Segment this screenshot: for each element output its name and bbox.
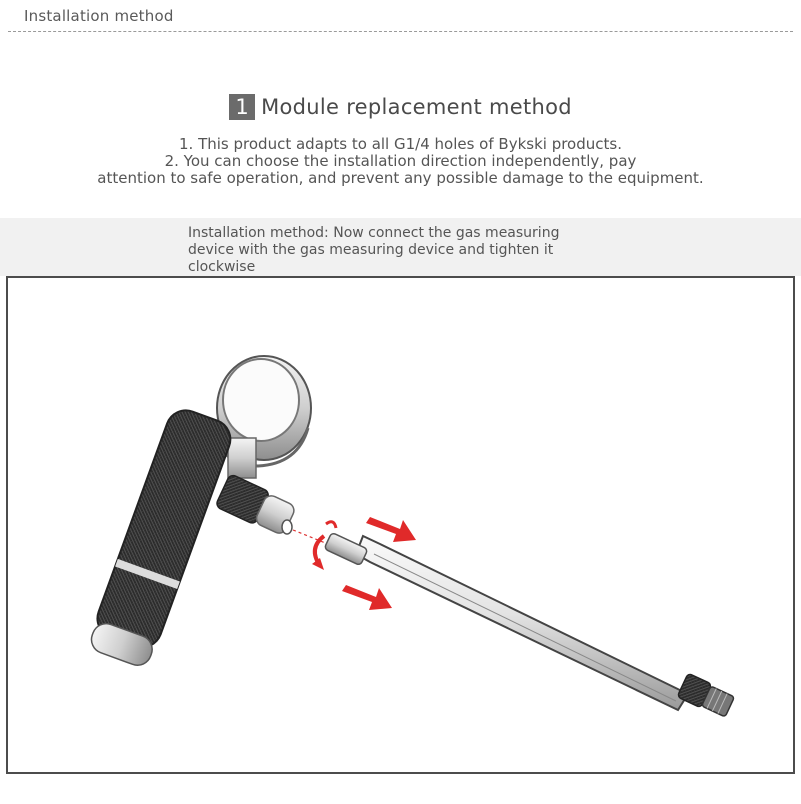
- measuring-probe-icon: [324, 532, 735, 718]
- illustration-frame: [6, 276, 795, 774]
- page-header-title: Installation method: [24, 7, 174, 25]
- caption-line-2: device with the gas measuring device and tighten it: [188, 242, 554, 258]
- step-number-badge: 1: [229, 94, 255, 120]
- description-line-1: 1. This product adapts to all G1/4 holes of Bykski products.: [179, 135, 622, 153]
- gas-measuring-device-icon: [86, 356, 311, 670]
- caption-line-3: clockwise: [188, 259, 256, 275]
- section-description: [0, 136, 801, 187]
- installation-illustration: [8, 278, 793, 772]
- header-divider: [8, 31, 793, 32]
- description-line-2: 2. You can choose the installation direction independently, pay: [164, 152, 637, 170]
- installation-caption: [188, 225, 559, 276]
- section-title: Module replacement method: [261, 95, 572, 119]
- caption-line-1: Installation method: Now connect the gas measuring: [188, 225, 560, 241]
- section-heading: [0, 94, 801, 120]
- description-line-3: attention to safe operation, and prevent any possible damage to the equipment.: [97, 169, 704, 187]
